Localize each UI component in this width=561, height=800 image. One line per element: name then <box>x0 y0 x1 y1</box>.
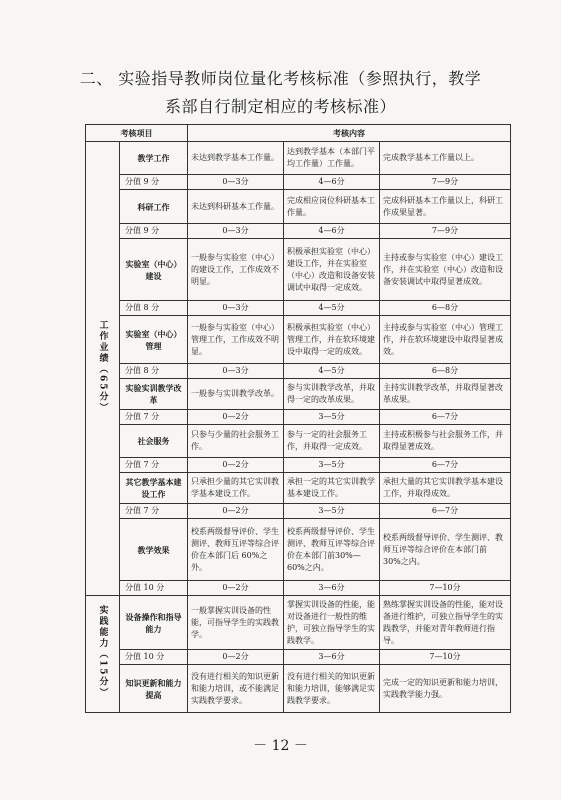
content-cell: 掌握实训设备的性能，能对设备进行一般性的维护，可独立指导学生的实践教学。 <box>284 596 380 650</box>
score-range: 7—9分 <box>380 175 511 190</box>
content-cell: 完成教学基本工作量以上。 <box>380 142 511 175</box>
content-cell: 一般参与实验室（中心）管理工作，工作成效不明显。 <box>188 316 284 364</box>
score-range: 4—6分 <box>284 224 380 239</box>
score-range: 6—8分 <box>380 301 511 316</box>
score-range: 0—2分 <box>188 458 284 473</box>
assessment-table <box>85 124 511 713</box>
content-cell: 只参与少量的社会服务工作。 <box>188 425 284 458</box>
item-cell: 教学工作 <box>120 142 188 175</box>
table-row <box>86 425 511 458</box>
score-range: 0—3分 <box>188 224 284 239</box>
table-row <box>86 379 511 410</box>
score-range: 0—2分 <box>188 504 284 519</box>
item-cell: 其它教学基本建设工作 <box>120 473 188 504</box>
score-row <box>86 410 511 425</box>
content-cell: 参与实训教学改革，并取得一定的改革成果。 <box>284 379 380 410</box>
score-range: 3—6分 <box>284 581 380 596</box>
category-label: 工作业绩（65分） <box>97 319 108 414</box>
score-range: 7—10分 <box>380 650 511 665</box>
item-cell: 实验室（中心）管理 <box>120 316 188 364</box>
score-cell: 分值 7 分 <box>120 410 188 425</box>
score-range: 0—2分 <box>188 410 284 425</box>
content-cell: 积极承担实验室（中心）建设工作，并在实验室（中心）改造和设备安装调试中取得一定成效。 <box>284 239 380 301</box>
score-row <box>86 458 511 473</box>
content-cell: 承担大量的其它实训教学基本建设工作，并取得成效。 <box>380 473 511 504</box>
score-row <box>86 175 511 190</box>
score-range: 3—6分 <box>284 650 380 665</box>
item-cell: 知识更新和能力提高 <box>120 665 188 713</box>
score-range: 4—6分 <box>284 175 380 190</box>
content-cell: 一般掌握实训设备的性能，可指导学生的实践教学。 <box>188 596 284 650</box>
item-cell: 实验实训教学改革 <box>120 379 188 410</box>
score-row <box>86 364 511 379</box>
score-cell: 分值 9 分 <box>120 175 188 190</box>
table-header-row <box>86 125 511 142</box>
score-range: 6—7分 <box>380 504 511 519</box>
score-cell: 分值 10 分 <box>120 650 188 665</box>
table-row <box>86 665 511 713</box>
content-cell: 完成一定的知识更新和能力培训，实践教学能力强。 <box>380 665 511 713</box>
score-row <box>86 581 511 596</box>
content-cell: 只承担少量的其它实训教学基本建设工作。 <box>188 473 284 504</box>
content-cell: 没有进行相关的知识更新和能力培训，或不能满足实践教学要求。 <box>188 665 284 713</box>
category-cell <box>86 596 120 713</box>
content-cell: 校系两级督导评价、学生测评、教师互评等综合评价在本部门前 30%之内。 <box>380 519 511 581</box>
score-range: 7—9分 <box>380 224 511 239</box>
score-range: 7—10分 <box>380 581 511 596</box>
content-cell: 积极承担实验室（中心）管理工作，并在软环境建设中取得一定的成效。 <box>284 316 380 364</box>
score-cell: 分值 7 分 <box>120 504 188 519</box>
score-row <box>86 504 511 519</box>
item-cell: 科研工作 <box>120 190 188 224</box>
content-cell: 没有进行相关的知识更新和能力培训，能够满足实践教学要求。 <box>284 665 380 713</box>
score-range: 0—2分 <box>188 650 284 665</box>
page-number: － 12 － <box>253 738 308 754</box>
score-range: 4—5分 <box>284 301 380 316</box>
score-range: 0—3分 <box>188 175 284 190</box>
score-range: 4—5分 <box>284 364 380 379</box>
content-cell: 一般参与实训教学改革。 <box>188 379 284 410</box>
content-cell: 主持或参与实验室（中心）管理工作，并在软环境建设中取得显著成效。 <box>380 316 511 364</box>
content-cell: 未达到科研基本工作量。 <box>188 190 284 224</box>
content-cell: 完成科研基本工作量以上，科研工作成果显著。 <box>380 190 511 224</box>
content-cell: 未达到教学基本工作量。 <box>188 142 284 175</box>
table-row <box>86 142 511 175</box>
table-row <box>86 596 511 650</box>
category-cell <box>86 142 120 596</box>
score-range: 3—5分 <box>284 458 380 473</box>
header-item: 考核项目 <box>86 125 188 142</box>
content-cell: 主持实训教学改革，并取得显著改革成果。 <box>380 379 511 410</box>
score-range: 0—3分 <box>188 364 284 379</box>
item-cell: 实验室（中心）建设 <box>120 239 188 301</box>
content-cell: 承担一定的其它实训教学基本建设工作。 <box>284 473 380 504</box>
page-title-line2: 系部自行制定相应的考核标准） <box>164 97 396 116</box>
item-cell: 教学效果 <box>120 519 188 581</box>
score-cell: 分值 8 分 <box>120 301 188 316</box>
score-row <box>86 301 511 316</box>
score-range: 0—3分 <box>188 301 284 316</box>
header-content: 考核内容 <box>188 125 511 142</box>
score-range: 0—2分 <box>188 581 284 596</box>
score-row <box>86 224 511 239</box>
page-title-line1: 二、 实验指导教师岗位量化考核标准（参照执行，教学 <box>79 69 482 88</box>
content-cell: 主持或积极参与社会服务工作，并取得显著成效。 <box>380 425 511 458</box>
table-row <box>86 190 511 224</box>
content-cell: 主持或参与实验室（中心）建设工作，并在实验室（中心）改造和设备安装调试中取得显著成效。 <box>380 239 511 301</box>
score-cell: 分值 8 分 <box>120 364 188 379</box>
score-range: 6—8分 <box>380 364 511 379</box>
table-row <box>86 316 511 364</box>
score-range: 3—5分 <box>284 410 380 425</box>
content-cell: 完成相应岗位科研基本工作量。 <box>284 190 380 224</box>
table-row <box>86 519 511 581</box>
content-cell: 校系两级督导评价、学生测评、教师互评等综合评价在本部门后 60%之外。 <box>188 519 284 581</box>
content-cell: 一般参与实验室（中心）的建设工作，工作成效不明显。 <box>188 239 284 301</box>
score-range: 6—7分 <box>380 458 511 473</box>
score-range: 6—7分 <box>380 410 511 425</box>
score-row <box>86 650 511 665</box>
content-cell: 校系两级督导评价、学生测评、教师互评等综合评价在本部门前30%—60%之内。 <box>284 519 380 581</box>
table-row <box>86 239 511 301</box>
content-cell: 熟练掌握实训设备的性能，能对设备进行维护，可独立指导学生的实践教学，并能对青年教师进行指导。 <box>380 596 511 650</box>
content-cell: 参与一定的社会服务工作，并取得一定成效。 <box>284 425 380 458</box>
score-range: 3—5分 <box>284 504 380 519</box>
score-cell: 分值 9 分 <box>120 224 188 239</box>
score-cell: 分值 7 分 <box>120 458 188 473</box>
item-cell: 设备操作和指导能力 <box>120 596 188 650</box>
item-cell: 社会服务 <box>120 425 188 458</box>
category-label: 实践能力（15分） <box>97 605 108 699</box>
table-row <box>86 473 511 504</box>
content-cell: 达到教学基本（本部门平均工作量）工作量。 <box>284 142 380 175</box>
score-cell: 分值 10 分 <box>120 581 188 596</box>
